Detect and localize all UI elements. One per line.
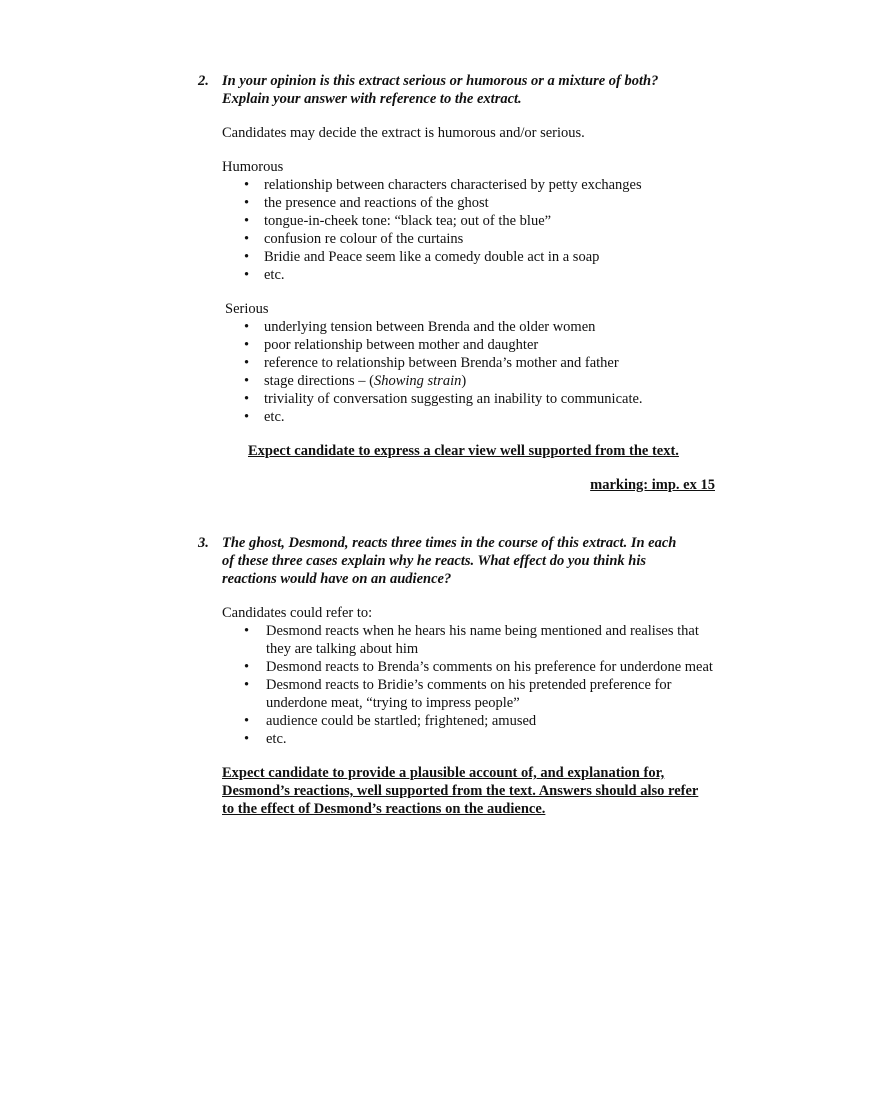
bullet-icon: • [244,623,250,639]
humorous-heading: Humorous [222,159,284,175]
bullet-icon: • [244,337,250,353]
list-item: • Desmond reacts to Brenda’s comments on his preference for underdone meat [244,659,713,675]
question-2 [198,72,728,494]
list-item: • Bridie and Peace seem like a comedy double act in a soap [244,249,600,265]
list-item: • reference to relationship between Brenda’s mother and father [244,355,619,371]
bullet-icon: • [244,231,250,247]
question-3-number: 3. [198,535,209,551]
list-item: • Desmond reacts to Bridie’s comments on his pretended preference for underdone meat, “trying to impress people” [244,677,672,711]
question-3-line-2: of these three cases explain why he reacts. What effect do you think his [222,553,646,569]
question-2-marking: marking: imp. ex 15 [590,477,715,493]
bullet-icon: • [244,213,250,229]
list-item: • etc. [244,409,285,425]
question-2-expectation: Expect candidate to express a clear view well supported from the text. [248,443,679,459]
bullet-icon: • [244,355,250,371]
question-2-prompt [198,72,728,108]
question-2-line-1: In your opinion is this extract serious or humorous or a mixture of both? [222,73,659,89]
list-item: • the presence and reactions of the ghost [244,195,489,211]
list-item: • relationship between characters characterised by petty exchanges [244,177,642,193]
bullet-icon: • [244,249,250,265]
question-3-expectation [222,764,728,818]
list-item: • etc. [244,731,287,747]
list-item: • audience could be startled; frightened; amused [244,713,537,729]
question-3-expectation-line-3: to the effect of Desmond’s reactions on the audience. [222,801,546,817]
question-2-number: 2. [198,73,209,89]
bullet-icon: • [244,391,250,407]
bullet-icon: • [244,409,250,425]
question-3-intro: Candidates could refer to: [222,605,373,621]
serious-list [244,318,728,426]
question-3-list [244,622,720,748]
question-2-line-2: Explain your answer with reference to the extract. [222,91,522,107]
question-2-intro: Candidates may decide the extract is humorous and/or serious. [222,125,585,141]
question-3-line-3: reactions would have on an audience? [222,571,452,587]
serious-heading: Serious [225,301,269,317]
question-3-prompt [198,534,728,588]
question-3-line-1: The ghost, Desmond, reacts three times in the course of this extract. In each [222,535,677,551]
list-item: • stage directions – (Showing strain) [244,373,467,389]
list-item: • triviality of conversation suggesting an inability to communicate. [244,391,643,407]
bullet-icon: • [244,677,250,693]
question-3 [198,534,728,818]
list-item: • confusion re colour of the curtains [244,231,464,247]
question-3-expectation-line-2: Desmond’s reactions, well supported from the text. Answers should also refer [222,783,699,799]
bullet-icon: • [244,659,250,675]
list-item: • etc. [244,267,285,283]
list-item: • tongue-in-cheek tone: “black tea; out of the blue” [244,213,552,229]
bullet-icon: • [244,373,250,389]
humorous-list [244,176,728,284]
stage-direction-italic: Showing strain [373,373,462,389]
bullet-icon: • [244,267,250,283]
list-item: • underlying tension between Brenda and the older women [244,319,596,335]
list-item: • Desmond reacts when he hears his name being mentioned and realises that they are talking about him [244,623,699,657]
list-item: • poor relationship between mother and daughter [244,337,539,353]
bullet-icon: • [244,195,250,211]
bullet-icon: • [244,177,250,193]
bullet-icon: • [244,713,250,729]
question-3-expectation-line-1: Expect candidate to provide a plausible account of, and explanation for, [222,765,665,781]
bullet-icon: • [244,731,250,747]
bullet-icon: • [244,319,250,335]
